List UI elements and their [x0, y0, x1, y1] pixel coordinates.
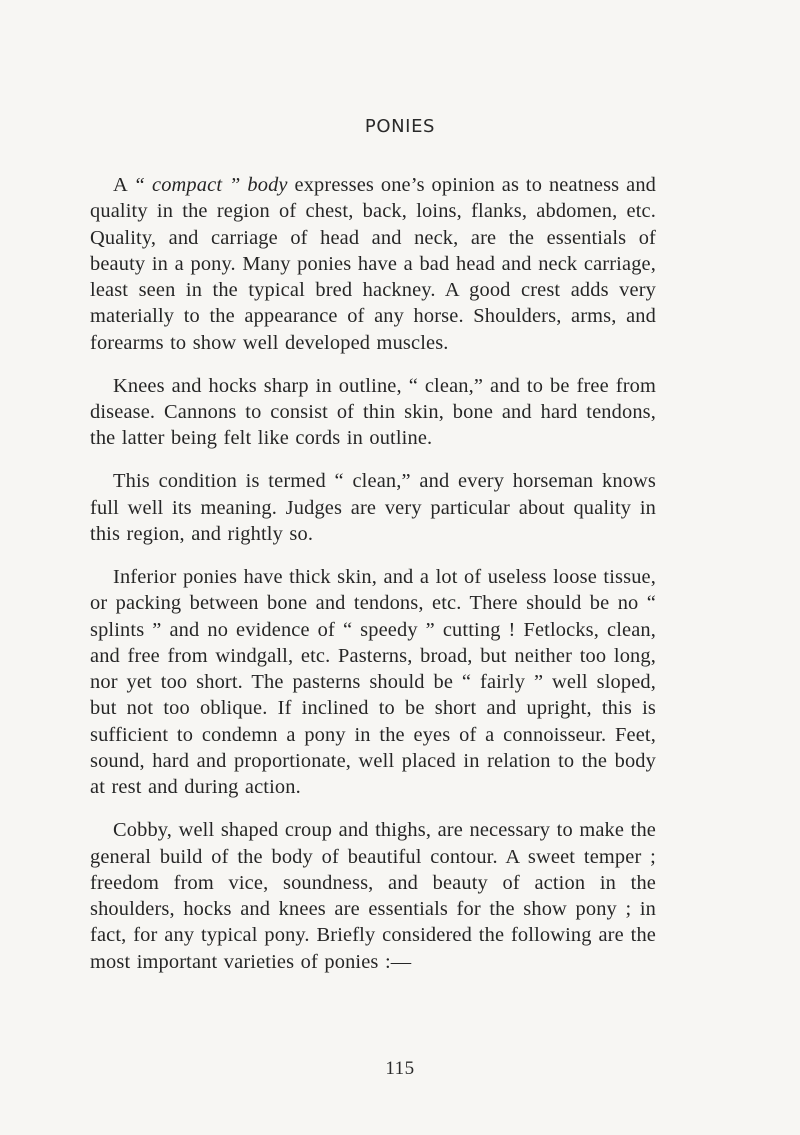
paragraph: Inferior ponies have thick skin, and a lot of useless loose tissue, or packing between bone and tendons, etc. There should be no “ splints ” and no evidence of “ speedy ” cutting ! Fetlocks, clean, and free from windgall, etc. Pasterns, broad, but neither too long, nor yet too short. The pasterns should be “ fairly ” well sloped, but not too oblique. If inclined to be short and upright, this is sufficient to condemn a pony in the eyes of a connoisseur. Feet, sound, hard and proportionate, well placed in relation to the body at rest and during action.	[90, 565, 656, 799]
body-text	[90, 172, 656, 975]
paragraph: Cobby, well shaped croup and thighs, are necessary to make the general build of the body of beautiful contour. A sweet temper ; freedom from vice, soundness, and beauty of action in the shoulders, hocks and knees are essentials for the show pony ; in fact, for any typical pony. Briefly considered the following are the most important varieties of ponies :—	[90, 819, 656, 973]
paragraph: This condition is termed “ clean,” and every horseman knows full well its meaning. Judges are very particular about quality in this region, and rightly so.	[90, 470, 656, 545]
paragraph	[90, 172, 656, 356]
paragraph: Knees and hocks sharp in outline, “ clean,” and to be free from disease. Cannons to consist of thin skin, bone and hard tendons, the latter being felt like cords in outline.	[90, 374, 656, 450]
page-number: 115	[385, 1058, 415, 1079]
emphasis-text: “ compact ” body	[133, 174, 288, 196]
paragraph-text: A	[113, 174, 134, 196]
paragraph-text: expresses one’s opinion as to neatness and quality in the region of chest, back, loins, flanks, abdomen, etc. Quality, and carriage of head and neck, are the essentials of beauty in a pony. Many ponies have a bad head and neck carriage, least seen in the typical bred hackney. A good crest adds very materially to the appearance of any horse. Shoulders, arms, and forearms to show well developed muscles.	[90, 174, 657, 354]
running-head: PONIES	[364, 116, 436, 137]
